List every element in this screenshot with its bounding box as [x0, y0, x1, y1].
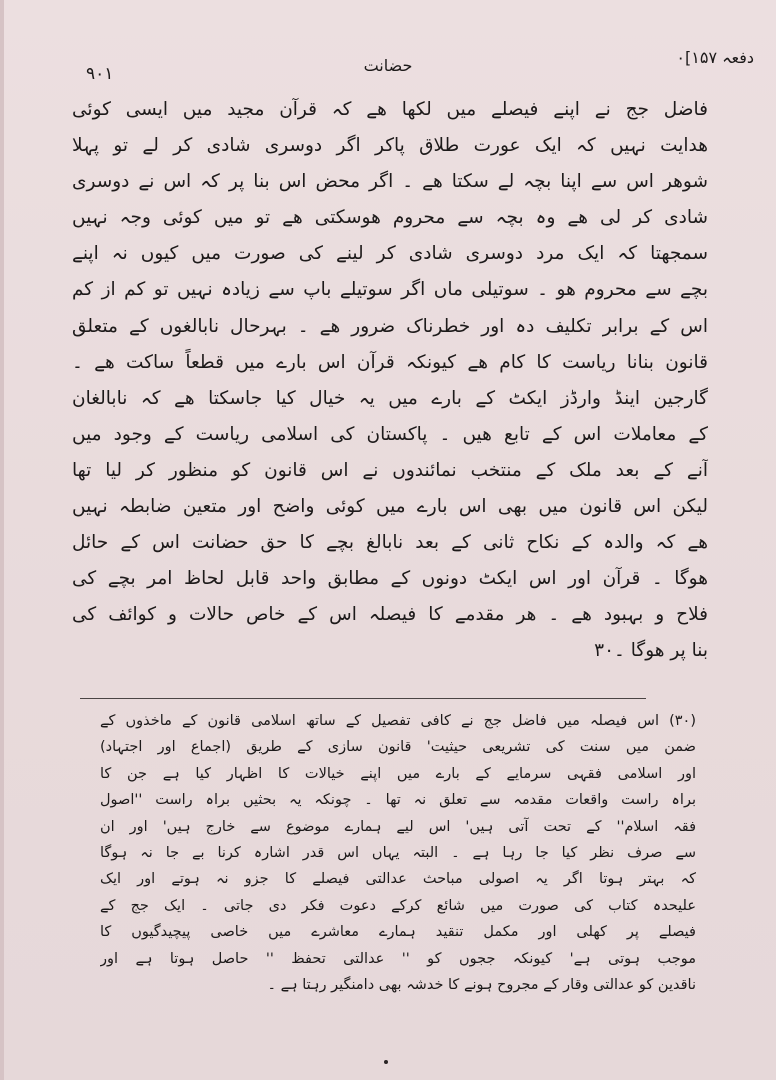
text-line: کے معاملات اس کے تابع ھیں ۔ پاکستان کی اسلامی ریاست کے وجود میں	[72, 423, 708, 445]
text-line: آنے کے بعد ملک کے منتخب نمائندوں نے اس قانون کو منظور کر لیا تھا	[72, 459, 708, 481]
text-line: ھدایت نہیں کہ ایک عورت طلاق پاکر اگر دوسری شادی کر لے تو پہلا	[72, 135, 708, 157]
text-line: گارجین اینڈ وارڈز ایکٹ کے بارے میں یہ خیال کیا جاسکتا ھے کہ نابالغان	[72, 387, 708, 409]
text-line: فلاح و بہبود ھے ۔ ھر مقدمے کا فیصلہ اس کے خاص حالات و کوائف کی	[72, 604, 708, 626]
footnote-line: فیصلے پر کھلی اور مکمل تنقید ہمارے معاشرے میں خاصی پیچیدگیوں کا	[100, 924, 696, 941]
text-line: بچے سے محروم ھو ۔ سوتیلی ماں اگر سوتیلے باپ سے زیادہ نہیں تو کم از کم	[72, 279, 708, 301]
text-line: قانون بنانا ریاست کا کام ھے کیونکہ قرآن اس بارے میں قطعاً ساکت ھے ۔	[72, 351, 708, 373]
text-line: شادی کر لی ھے وہ بچہ سے محروم ھوسکتی ھے تو میں کوئی وجہ نہیں	[72, 207, 708, 229]
footnote-line: (۳۰) اس فیصلہ میں فاضل جج نے کافی تفصیل کے ساتھ اسلامی قانون کے ماخذوں کے	[100, 713, 696, 729]
footnote-line: فقہ اسلام'' کے تحت آتی ہیں' اس لیے ہمارے موضوع سے خارج ہیں' اور ان	[100, 818, 696, 835]
footnote-line: اور اسلامی فقہی سرمایے کے بارے میں اپنے خیالات کا اظہار کیا ہے جن کا	[100, 765, 696, 782]
footnote-line: ناقدین کو عدالتی وقار کے مجروح ہونے کا خدشہ بھی دامنگیر رہتا ہے ۔	[267, 976, 696, 993]
footnote-line: براہ راست واقعات مقدمہ سے تعلق نہ تھا ۔ چونکہ یہ بحثیں براہ راست ''اصول	[100, 792, 696, 809]
text-line: لیکن اس قانون میں بھی اس بارے میں کوئی واضح اور متعین ضابطہ نہیں	[72, 496, 708, 518]
text-line: شوھر اس سے اپنا بچہ لے سکتا ھے ۔ اگر محض اس بنا پر کہ اس نے دوسری	[72, 171, 708, 193]
text-line: ھے کہ والدہ کے نکاح ثانی کے بعد نابالغ بچے کا حق حضانت اس کے حائل	[72, 532, 708, 554]
text-line: بنا پر ھوگا ۔۳۰	[594, 640, 708, 662]
text-line: سمجھتا کہ ایک مرد دوسری شادی کر لینے کی صورت میں کیوں نہ اپنے	[72, 243, 708, 265]
footnote-line: موجب ہوتی ہے' کیونکہ ججوں کو '' عدالتی تحفظ '' حاصل ہوتا ہے اور	[100, 950, 696, 967]
footnote-line: ضمن میں سنت کی تشریعی حیثیت' قانون سازی کے طریق (اجماع اور اجتہاد)	[100, 739, 696, 756]
footnote-divider	[80, 698, 646, 699]
text-line: فاضل جج نے اپنے فیصلے میں لکھا ھے کہ قرآن مجید میں ایسی کوئی	[72, 99, 708, 120]
page-number: ٩٠١	[86, 64, 114, 84]
running-title: حضانت	[363, 56, 413, 75]
main-text	[72, 92, 708, 670]
text-line: اس کے برابر تکلیف دہ اور خطرناک ضرور ھے ۔ بہرحال نابالغوں کے متعلق	[72, 315, 708, 337]
footnote	[100, 708, 696, 998]
section-reference: دفعہ ۱۵۷]٠	[676, 48, 754, 67]
footnote-line: کہ بہتر ہوتا اگر یہ اصولی مباحث عدالتی فیصلے کا جزو نہ ہوتے اور ایک	[100, 871, 696, 888]
text-line: ھوگا ۔ قرآن اور اس ایکٹ دونوں کے مطابق واحد قابل لحاظ امر بچے کی	[72, 568, 708, 590]
footnote-line: علیحدہ کتاب کی صورت میں شائع کرکے دعوت فکر دی جاتی ۔ ایک جج کے	[100, 897, 696, 914]
print-mark	[384, 1060, 388, 1064]
footnote-line: سے صرف نظر کیا جا رہا ہے ۔ البتہ یہاں اس قدر اشارہ کرنا بے جا نہ ہوگا	[100, 844, 696, 861]
page-edge	[0, 0, 4, 1080]
